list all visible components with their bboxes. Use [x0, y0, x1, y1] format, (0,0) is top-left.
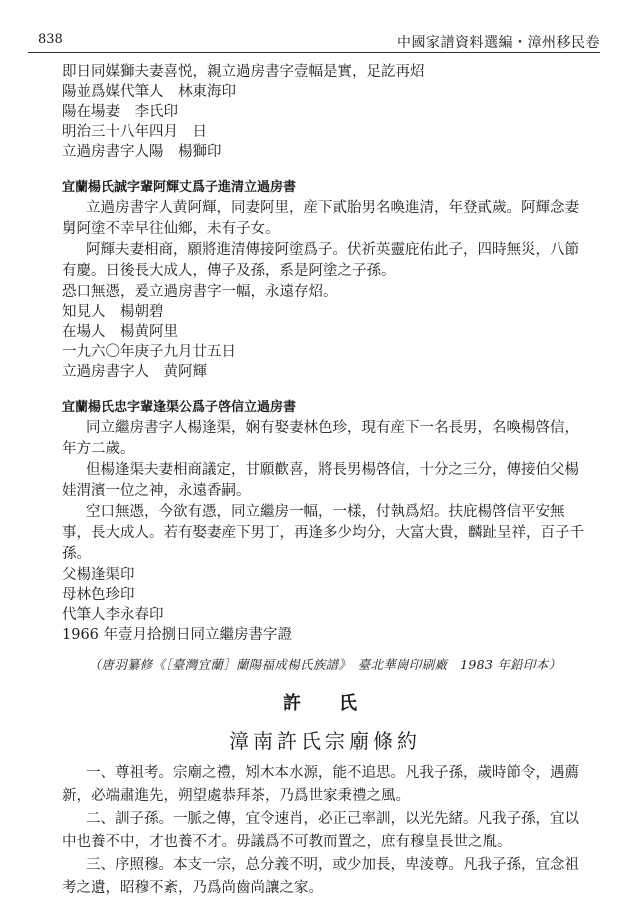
- deed-line: 知見人 楊朝碧: [62, 304, 164, 320]
- deed-paragraph: 空口無憑，今欲有憑，同立繼房一幅，一樣，付執爲炤。扶庇楊啓信平安無事，長大成人。若有娶妻産下男丁，再逢多少均分，大富大貴，麟趾呈祥，百子千孫。: [62, 504, 584, 562]
- section-title: 漳南許氏宗廟條約: [229, 729, 421, 753]
- deed-paragraph: 立過房書字人黄阿輝，同妻阿里，産下貳胎男名喚進清，年登貳歲。阿輝念妻舅阿塗不幸早往仙鄉，未有子女。: [62, 200, 579, 237]
- deed-paragraph: 阿輝夫妻相商，願將進清傳接阿塗爲子。伏祈英靈庇佑此子，四時無災，八節有慶。日後長大成人，傳子及孫，系是阿塗之子孫。: [62, 242, 579, 279]
- deed-line: 即日同媒獅夫妻喜悦，親立過房書字壹幅是實，足訖再炤: [62, 64, 425, 80]
- deed-line: 父楊逢渠印: [62, 567, 135, 583]
- deed-line: 在場人 楊黄阿里: [62, 324, 178, 340]
- source-citation: （唐羽纂修《［臺灣宜蘭］蘭陽福成楊氏族譜》 臺北華崗印刷廠 1983 年鉛印本）: [88, 657, 562, 672]
- deed-line: 代筆人李永春印: [62, 607, 164, 623]
- surname-heading: 許 氏: [283, 693, 367, 714]
- deed-line: 一九六〇年庚子九月廿五日: [62, 344, 236, 360]
- header-divider: [28, 52, 600, 53]
- running-title: 中國家譜資料選編・漳州移民卷: [397, 35, 600, 51]
- deed-line: 立過房書字人 黄阿輝: [62, 364, 207, 380]
- deed-line: 陽在場妻 李氏印: [62, 104, 178, 120]
- page-header: [28, 18, 600, 50]
- deed-line: 明治三十八年四月 日: [62, 124, 207, 140]
- spacer: [62, 382, 588, 398]
- deed-heading: 宜蘭楊氏忠字輩逢渠公爲子啓信立過房書: [62, 400, 297, 415]
- deed-line: 恐口無憑，爰立過房書字一幅，永遠存炤。: [62, 284, 338, 300]
- deed-heading: 宜蘭楊氏誠字輩阿輝丈爲子進清立過房書: [62, 180, 297, 195]
- deed-paragraph: 同立繼房書字人楊逢渠，娴有娶妻林色珍，現有産下一名長男，名喚楊啓信，年方二歲。: [62, 420, 579, 457]
- page-number: 838: [38, 32, 63, 47]
- deed-line: 母林色珍印: [62, 587, 135, 603]
- deed-line: 1966 年壹月拾捌日同立繼房書字證: [62, 627, 293, 643]
- deed-2: [62, 178, 588, 382]
- rules-list: [62, 762, 588, 900]
- page-content: [62, 62, 588, 900]
- deed-paragraph: 但楊逢渠夫妻相商議定，甘願歡喜，將長男楊啓信，十分之三分，傳接伯父楊娃渭濱一位之神，永遠香嗣。: [62, 462, 579, 499]
- deed-line: 陽並爲媒代筆人 林東海印: [62, 84, 236, 100]
- deed-3: [62, 398, 588, 645]
- rule-item: 一、尊祖考。宗廟之禮，矧木本水源，能不追思。凡我子孫，歲時節令，遇薦新，必端肅進先，朔望處恭拜茶，乃爲世家秉禮之風。: [62, 765, 579, 804]
- deed-1: [62, 62, 588, 162]
- deed-line: 立過房書字人陽 楊獅印: [62, 144, 222, 160]
- rule-item: 二、訓子孫。一脈之傳，宜令速肖，必正己率訓，以光先緒。凡我子孫，宜以中也養不中，才也養不才。毋議爲不可教而置之，庶有穆皇長世之胤。: [62, 811, 579, 850]
- spacer: [62, 162, 588, 178]
- rule-item: 三、序照穆。本支一宗，总分義不明，或少加長，卑淩尊。凡我子孫，宜念祖考之遺，昭穆不紊，乃爲尚齒尚讓之家。: [62, 857, 579, 896]
